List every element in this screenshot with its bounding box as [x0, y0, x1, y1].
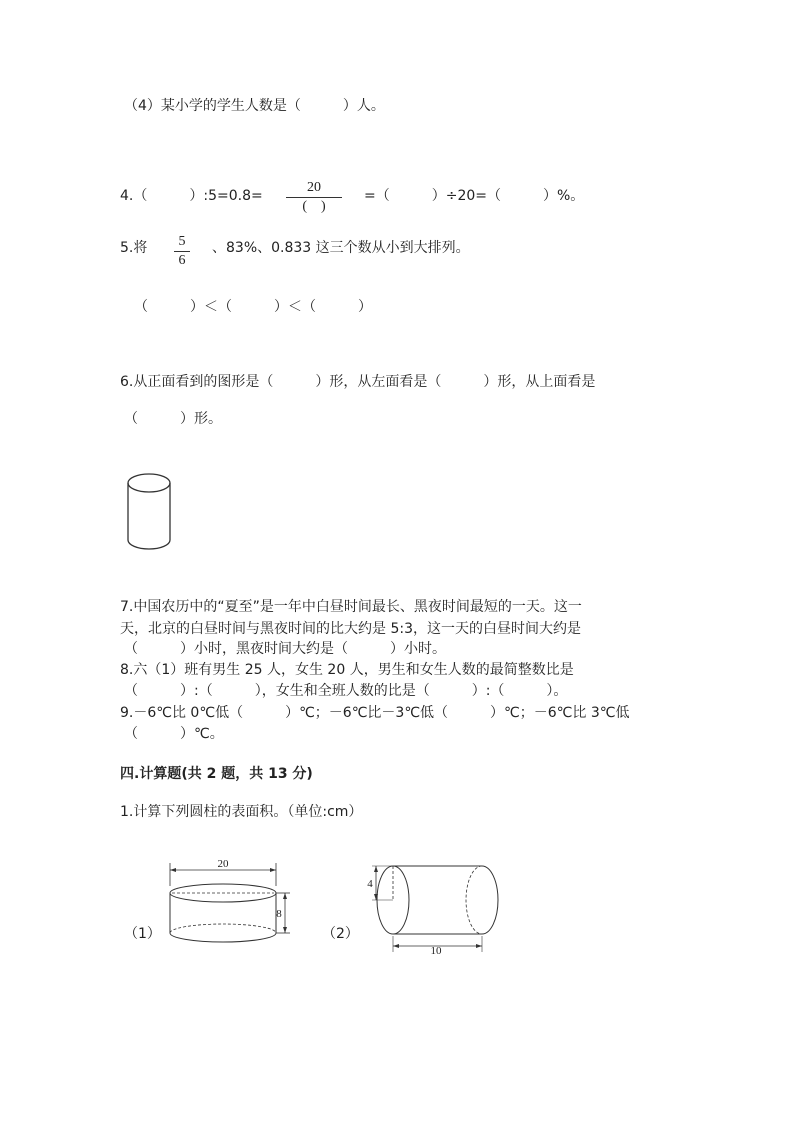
- question-5-suffix: 、83%、0.833 这三个数从小到大排列。: [212, 240, 470, 256]
- fraction-denominator: 6: [178, 253, 186, 268]
- question-7-line3: （ ）小时，黑夜时间大约是（ ）小时。: [124, 641, 446, 657]
- question-8-line2: （ ）:（ ），女生和全班人数的比是（ ）:（ ）。: [124, 683, 568, 699]
- cylinder-1-height-label: 8: [276, 908, 282, 920]
- question-9-line2: （ ）℃。: [124, 726, 224, 742]
- question-5-fraction: [174, 234, 190, 269]
- cylinder-1-figure: [160, 858, 295, 948]
- fraction-numerator: 5: [178, 234, 186, 249]
- figure-1-label: （1）: [124, 926, 161, 942]
- question-9-line1: 9.－6℃比 0℃低（ ）℃；－6℃比－3℃低（ ）℃；－6℃比 3℃低: [120, 705, 630, 721]
- question-7-line1: 7.中国农历中的“夏至”是一年中白昼时间最长、黑夜时间最短的一天。这一: [120, 599, 582, 615]
- question-4-part1: 4.（ ）:5=0.8=: [120, 188, 263, 204]
- question-5-answer: （ ）＜（ ）＜（ ）: [134, 299, 372, 315]
- fraction-bar: [174, 251, 190, 252]
- fraction-numerator: 20: [307, 180, 321, 195]
- figure-2-label: （2）: [322, 926, 359, 942]
- question-8-line1: 8.六（1）班有男生 25 人，女生 20 人，男生和女生人数的最简整数比是: [120, 662, 574, 678]
- question-6-line1: 6.从正面看到的图形是（ ）形，从左面看是（ ）形，从上面看是: [120, 374, 596, 390]
- question-4-fraction: [286, 180, 342, 215]
- question-4-part2: =（ ）÷20=（ ）%。: [364, 188, 585, 204]
- question-7-line2: 天，北京的白昼时间与黑夜时间的比大约是 5:3，这一天的白昼时间大约是: [120, 621, 581, 637]
- question-4-1: 1.计算下列圆柱的表面积。（单位:cm）: [120, 804, 363, 820]
- cylinder-2-radius-label: 4: [367, 878, 373, 890]
- cylinder-2-figure: [362, 860, 507, 960]
- question-3-4: （4）某小学的学生人数是（ ）人。: [124, 98, 385, 114]
- cylinder-2-length-label: 10: [430, 945, 442, 957]
- fraction-bar: [286, 197, 342, 198]
- question-5-prefix: 5.将: [120, 240, 148, 256]
- cylinder-figure: [126, 470, 174, 552]
- fraction-denominator: ( ): [302, 199, 326, 214]
- cylinder-1-diameter-label: 20: [217, 858, 229, 870]
- question-6-line2: （ ）形。: [124, 411, 222, 427]
- section-heading: 四.计算题(共 2 题，共 13 分): [120, 766, 313, 782]
